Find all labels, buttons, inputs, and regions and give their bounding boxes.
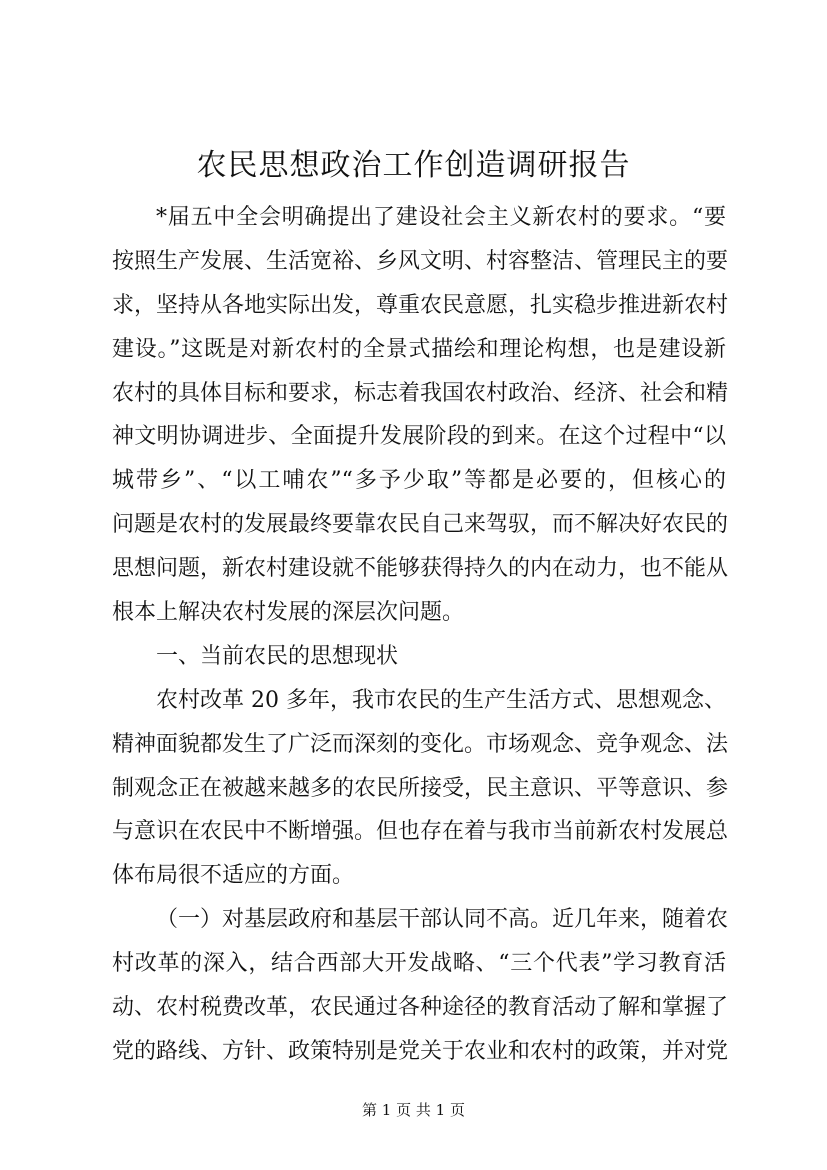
document-title: 农民思想政治工作创造调研报告 [196, 148, 631, 183]
paragraph-subsection-one [112, 898, 729, 1074]
text-line: （一）对基层政府和基层干部认同不高。近几年来，随着农 [156, 907, 729, 933]
text-line: 按照生产发展、生活宽裕、乡风文明、村容整洁、管理民主的要 [112, 248, 729, 274]
text-line: 根本上解决农村发展的深层次问题。 [112, 600, 465, 626]
text-line: 思想问题，新农村建设就不能够获得持久的内在动力，也不能从 [112, 556, 729, 582]
text-line: 与意识在农民中不断增强。但也存在着与我市当前新农村发展总 [112, 819, 729, 845]
text-line: 精神面貌都发生了广泛而深刻的变化。市场观念、竞争观念、法 [112, 731, 729, 757]
text-line: 党的路线、方针、政策特别是党关于农业和农村的政策，并对党 [112, 1038, 729, 1064]
text-line: 制观念正在被越来越多的农民所接受，民主意识、平等意识、参 [112, 775, 729, 801]
paragraph-intro [112, 196, 729, 635]
text-line: 神文明协调进步、全面提升发展阶段的到来。在这个过程中“以 [112, 424, 726, 450]
section-heading: 一、当前农民的思想现状 [156, 643, 399, 669]
text-line: 动、农村税费改革，农民通过各种途径的教育活动了解和掌握了 [112, 995, 729, 1021]
text-line: 城带乡”、“以工哺农”“多予少取”等都是必要的，但核心的 [112, 468, 726, 494]
text-line: 体布局很不适应的方面。 [112, 863, 355, 889]
text-line: 农村改革 20 多年，我市农民的生产生活方式、思想观念、 [156, 687, 726, 713]
text-line: 问题是农村的发展最终要靠农民自己来驾驭，而不解决好农民的 [112, 512, 729, 538]
text-line: 求，坚持从各地实际出发，尊重农民意愿，扎实稳步推进新农村 [112, 292, 729, 318]
text-line: 农村的具体目标和要求，标志着我国农村政治、经济、社会和精 [112, 380, 729, 406]
text-line: 村改革的深入，结合西部大开发战略、“三个代表”学习教育活 [112, 951, 726, 977]
document-body [112, 196, 729, 1074]
page-footer: 第 1 页 共 1 页 [362, 1101, 465, 1119]
paragraph-current-state [112, 679, 729, 898]
text-line: 建设。”这既是对新农村的全景式描绘和理论构想，也是建设新 [112, 336, 726, 362]
text-line: *届五中全会明确提出了建设社会主义新农村的要求。“要 [156, 205, 726, 230]
